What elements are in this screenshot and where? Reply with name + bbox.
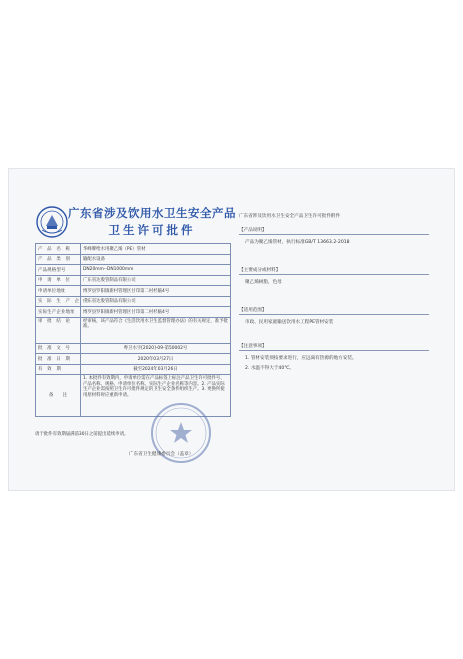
annex-title: 广东省涉及饮用水卫生安全产品卫生许可批件附件	[239, 214, 341, 219]
row-label: 审 批 结 论	[36, 317, 81, 343]
section-divider	[239, 274, 429, 275]
section-heading: 【注意事项】	[239, 344, 267, 349]
table-row	[36, 265, 231, 276]
section-body: 聚乙烯树脂，色母	[245, 280, 282, 285]
row-label: 申请单位地址	[36, 286, 81, 297]
row-label: 批 准 文 号	[36, 343, 81, 354]
table-row	[36, 317, 231, 343]
row-value: 截至2024年03月26日	[81, 364, 231, 375]
table-row	[36, 343, 231, 354]
row-value: 博罗县罗阳镇新村管理区甘印第二村杉脑4号	[81, 286, 231, 297]
section-heading: 【产品说明】	[239, 228, 267, 233]
row-label: 申 请 单 位	[36, 275, 81, 286]
table-row	[36, 296, 231, 307]
row-value: 广东省达股管制品有限公司	[81, 275, 231, 286]
section-divider	[239, 234, 429, 235]
row-value: 输配水设备	[81, 254, 231, 265]
permit-table	[35, 243, 231, 417]
table-row	[36, 275, 231, 286]
row-value: DN20mm--DN1000mm	[81, 265, 231, 276]
section-body: 2. 水温不得大于40℃。	[245, 366, 295, 371]
emblem-icon	[35, 205, 69, 239]
row-label: 实际生产企业地址	[36, 307, 81, 318]
row-label: 产 品 类 别	[36, 254, 81, 265]
row-label: 产 品 名 称	[36, 244, 81, 255]
row-value: 广东省达股管制品有限公司	[81, 296, 231, 307]
row-value: 1. 本批件有效期内，申请单位需在产品标签上标注产品卫生许可批件号、产品名称、规格、申请单位名称、实际生产企业名称等内容。2. 产品实际生产企业需按照卫生许可批件规定的卫生安全条件组织生产。3. 更换所使用原材料时应重新申请。	[81, 375, 231, 417]
row-label: 实 际 生 产 企 业	[36, 296, 81, 307]
row-value: 博罗县罗阳镇新村管理区甘印第二村杉脑4号	[81, 307, 231, 318]
annex-panel	[239, 213, 439, 371]
row-label: 批 准 日 期	[36, 354, 81, 365]
certificate-page	[8, 168, 455, 491]
row-value: 华峰牌给水用聚乙烯（PE）管材	[81, 244, 231, 255]
table-row	[36, 307, 231, 318]
table-row	[36, 364, 231, 375]
row-label: 备 注	[36, 375, 81, 417]
row-label: 有 效 期	[36, 364, 81, 375]
row-label: 产品规格型号	[36, 265, 81, 276]
table-row	[36, 286, 231, 297]
row-value: 经审核，该产品符合《生活饮用水卫生监督管理办法》的有关规定，准予批准。	[81, 317, 231, 343]
issuer: 广东省卫生健康委员会（盖章）	[129, 452, 194, 457]
row-value: 粤卫水字[2020]-09-第50002号	[81, 343, 231, 354]
section-body: 1. 管材安装须按要求进行，应远离有热源的地方安装。	[245, 356, 357, 361]
document-title: 广东省涉及饮用水卫生安全产品	[68, 206, 236, 220]
table-row	[36, 254, 231, 265]
section-divider	[239, 350, 429, 351]
table-row	[36, 244, 231, 255]
section-body: 产品为聚乙烯管材，执行标准GB/T 13663.2-2018	[245, 240, 350, 245]
table-row	[36, 354, 231, 365]
section-heading: 【适用范围】	[239, 308, 267, 313]
section-heading: 【主要成分或材料】	[239, 268, 281, 273]
document-subtitle: 卫生许可批件	[108, 223, 196, 237]
section-body: 市政、民用家庭输送饮用水工程PE管材安装	[245, 320, 334, 325]
row-value: 2020年03月27日	[81, 354, 231, 365]
renewal-note: 请于批件有效期届满前30日之前提出延续申请。	[35, 432, 129, 437]
section-divider	[239, 314, 429, 315]
